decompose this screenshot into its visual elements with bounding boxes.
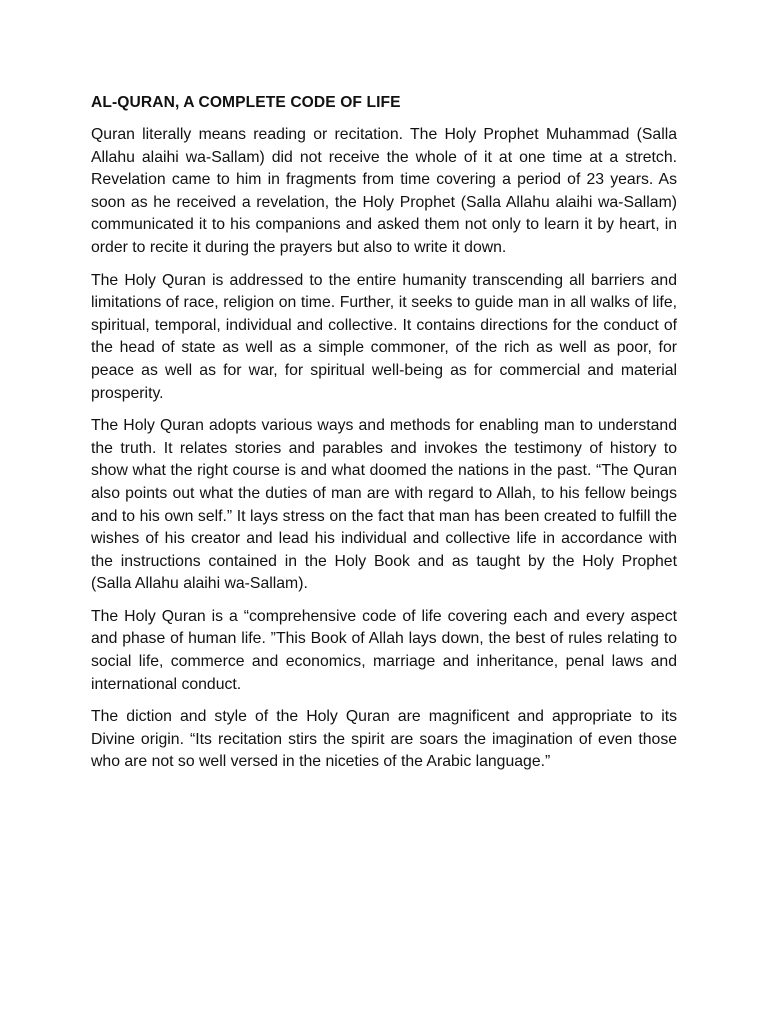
paragraph-revelation: Quran literally means reading or recitation. The Holy Prophet Muhammad (Salla Allahu alaihi wa-Sallam) did not receive the whole of it at one time at a stretch. Revelation came to him in fragments from time covering a period of 23 years. As soon as he received a revelation, the Holy Prophet (Salla Allahu alaihi wa-Sallam) communicated it to his companions and asked them not only to learn it by heart, in order to recite it during the prayers but also to write it down. — [91, 126, 677, 256]
paragraph-diction: The diction and style of the Holy Quran are magnificent and appropriate to its Divine origin. “Its recitation stirs the spirit are soars the imagination of even those who are not so well versed in the niceties of the Arabic language.” — [91, 708, 677, 771]
paragraph-code-of-life: The Holy Quran is a “comprehensive code of life covering each and every aspect and phase of human life. ”This Book of Allah lays down, the best of rules relating to social life, commerce and economics, marriage and inheritance, penal laws and international conduct. — [91, 607, 677, 693]
document-title: AL-QURAN, A COMPLETE CODE OF LIFE — [91, 94, 401, 111]
paragraph-humanity: The Holy Quran is addressed to the entire humanity transcending all barriers and limitations of race, religion on time. Further, it seeks to guide man in all walks of life, spiritual, temporal, individual and collective. It contains directions for the conduct of the head of state as well as a simple commoner, of the rich as well as poor, for peace as well as for war, for spiritual well-being as for commercial and material prosperity. — [91, 271, 677, 402]
document-page — [91, 92, 677, 784]
paragraph-methods: The Holy Quran adopts various ways and methods for enabling man to understand the truth. It relates stories and parables and invokes the testimony of history to show what the right course is and what doomed the nations in the past. “The Quran also points out what the duties of man are with regard to Allah, to his fellow beings and to his own self.” It lays stress on the fact that man has been created to fulfill the wishes of his creator and lead his individual and collective life in accordance with the instructions contained in the Holy Book and as taught by the Holy Prophet (Salla Allahu alaihi wa-Sallam). — [91, 417, 677, 593]
